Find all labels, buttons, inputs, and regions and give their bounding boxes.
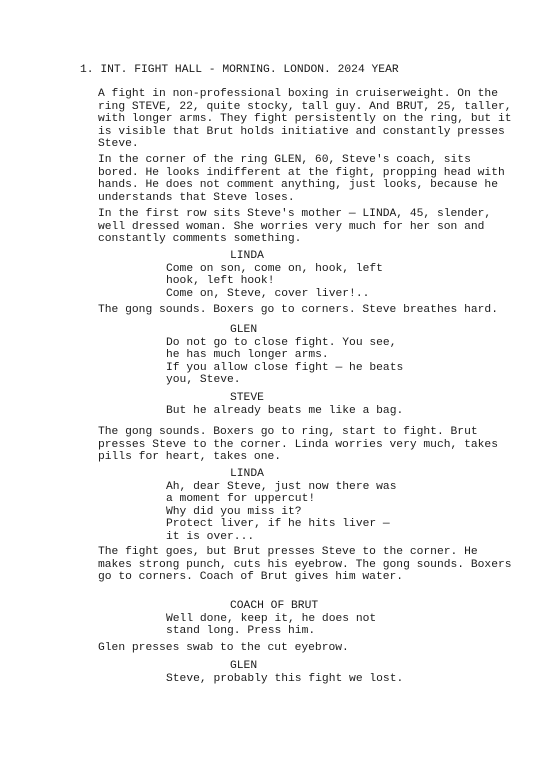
dialogue-block: Steve, probably this fight we lost. bbox=[166, 672, 404, 685]
action-block: A fight in non-professional boxing in cruiserweight. On the ring STEVE, 22, quite stocky, tall guy. And BRUT, 25, taller, with longer arms. They fight persistently on the ring, but it is visible that Brut holds initiative and constantly presses Steve. bbox=[98, 88, 512, 150]
character-name: GLEN bbox=[230, 324, 258, 336]
dialogue-block: Do not go to close fight. You see, he has much longer arms. If you allow close fight — he beats you, Steve. bbox=[166, 336, 404, 386]
action-block: In the first row sits Steve's mother — LINDA, 45, slender, well dressed woman. She worries very much for her son and constantly comments something. bbox=[98, 208, 492, 245]
character-name: STEVE bbox=[230, 392, 264, 404]
dialogue-block: Ah, dear Steve, just now there was a moment for uppercut! Why did you miss it? Protect liver, if he hits liver — it is over... bbox=[166, 480, 397, 543]
action-block: In the corner of the ring GLEN, 60, Steve's coach, sits bored. He looks indifferent at the fight, propping head with hands. He does not comment anything, just looks, because he understands that Steve loses. bbox=[98, 154, 505, 204]
action-block: The fight goes, but Brut presses Steve to the corner. He makes strong punch, cuts his eyebrow. The gong sounds. Boxers go to corners. Coach of Brut gives him water. bbox=[98, 546, 512, 583]
dialogue-block: Well done, keep it, he does not stand long. Press him. bbox=[166, 612, 377, 637]
action-block: Glen presses swab to the cut eyebrow. bbox=[98, 642, 349, 654]
dialogue-block: Come on son, come on, hook, left hook, left hook! Come on, Steve, cover liver!.. bbox=[166, 262, 383, 300]
character-name: COACH OF BRUT bbox=[230, 600, 319, 612]
dialogue-block: But he already beats me like a bag. bbox=[166, 404, 404, 417]
character-name: LINDA bbox=[230, 468, 264, 480]
scene-heading: 1. INT. FIGHT HALL - MORNING. LONDON. 2024 YEAR bbox=[80, 64, 399, 76]
action-block: The gong sounds. Boxers go to corners. Steve breathes hard. bbox=[98, 304, 498, 316]
action-block: The gong sounds. Boxers go to ring, start to fight. Brut presses Steve to the corner. Linda worries very much, takes pills for heart, takes one. bbox=[98, 426, 498, 463]
character-name: LINDA bbox=[230, 250, 264, 262]
character-name: GLEN bbox=[230, 660, 258, 672]
